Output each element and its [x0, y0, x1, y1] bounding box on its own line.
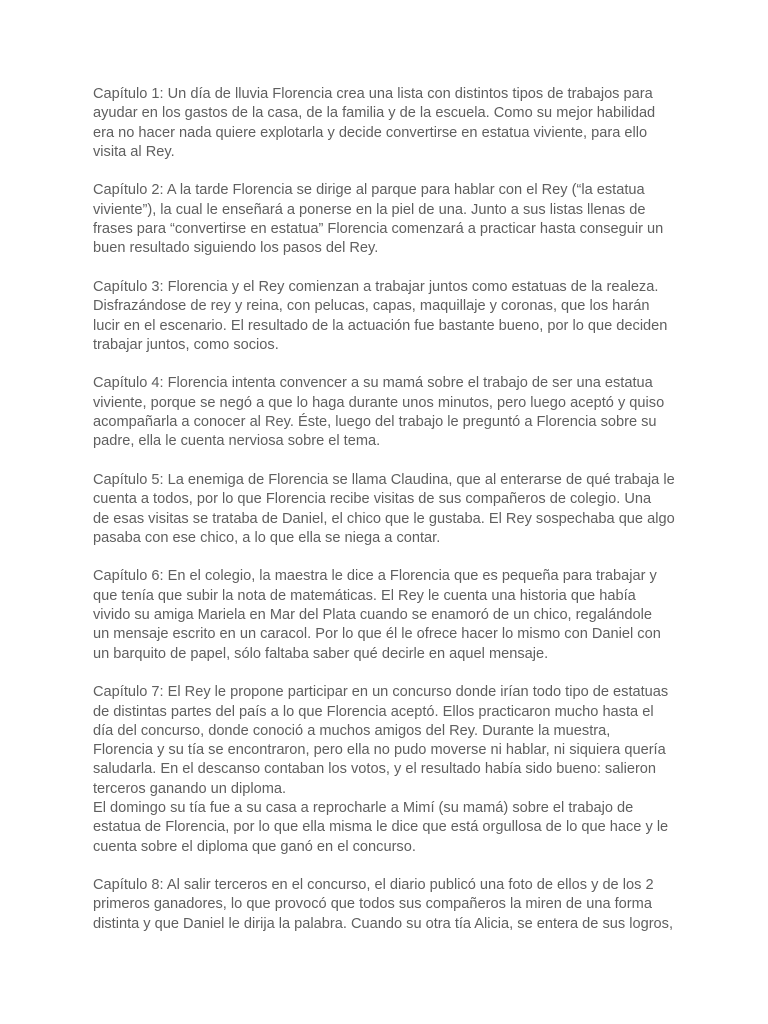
text-line: un barquito de papel, sólo faltaba saber qué decirle en aquel mensaje. — [93, 645, 549, 662]
text-line: cuenta sobre el diploma que ganó en el concurso. — [93, 838, 416, 855]
text-line: Capítulo 2: A la tarde Florencia se dirige al parque para hablar con el Rey (“la estatua — [93, 182, 645, 199]
document-page — [93, 85, 677, 953]
text-line: Disfrazándose de rey y reina, con pelucas, capas, maquillaje y coronas, que los harán — [93, 298, 650, 315]
text-line: estatua de Florencia, por lo que ella misma le dice que está orgullosa de lo que hace y le — [93, 819, 669, 836]
chapter-3-paragraph — [93, 278, 677, 355]
text-line: viviente”), la cual le enseñará a ponerse en la piel de una. Junto a sus listas llenas de — [93, 201, 646, 218]
text-line: Florencia y su tía se encontraron, pero ella no pudo moverse ni hablar, ni siquiera quería — [93, 742, 666, 759]
text-line: frases para “convertirse en estatua” Florencia comenzará a practicar hasta conseguir un — [93, 221, 664, 238]
text-line: primeros ganadores, lo que provocó que todos sus compañeros la miren de una forma — [93, 896, 652, 913]
text-line: lucir en el escenario. El resultado de la actuación fue bastante bueno, por lo que deciden — [93, 317, 668, 334]
text-line: de distintas partes del país a lo que Florencia aceptó. Ellos practicaron mucho hasta el — [93, 703, 654, 720]
chapter-5-paragraph — [93, 471, 677, 548]
text-line: ayudar en los gastos de la casa, de la familia y de la escuela. Como su mejor habilidad — [93, 105, 656, 122]
text-line: Capítulo 8: Al salir terceros en el concurso, el diario publicó una foto de ellos y de los 2 — [93, 877, 654, 894]
text-line: Capítulo 6: En el colegio, la maestra le dice a Florencia que es pequeña para trabajar y — [93, 568, 657, 585]
text-line: Capítulo 1: Un día de lluvia Florencia crea una lista con distintos tipos de trabajos para — [93, 86, 653, 102]
text-line: pasaba con ese chico, a lo que ella se niega a contar. — [93, 529, 441, 546]
text-line: terceros ganando un diploma. — [93, 780, 287, 797]
text-line: Capítulo 3: Florencia y el Rey comienzan a trabajar juntos como estatuas de la realeza. — [93, 278, 659, 295]
chapter-7-paragraph — [93, 683, 677, 857]
text-line: viviente, porque se negó a que lo haga durante unos minutos, pero luego aceptó y quiso — [93, 394, 665, 411]
text-line: que tenía que subir la nota de matemáticas. El Rey le cuenta una historia que había — [93, 587, 636, 604]
chapter-4-paragraph — [93, 374, 677, 451]
chapter-6-paragraph — [93, 567, 677, 663]
text-line: cuenta a todos, por lo que Florencia recibe visitas de sus compañeros de colegio. Una — [93, 491, 652, 508]
text-line: era no hacer nada quiere explotarla y decide convertirse en estatua viviente, para ello — [93, 124, 648, 141]
chapter-2-paragraph — [93, 181, 677, 258]
text-line: padre, ella le cuenta nerviosa sobre el tema. — [93, 433, 381, 450]
text-line: buen resultado siguiendo los pasos del Rey. — [93, 240, 379, 257]
text-line: de esas visitas se trataba de Daniel, el chico que le gustaba. El Rey sospechaba que algo — [93, 510, 675, 527]
text-line: El domingo su tía fue a su casa a reprocharle a Mimí (su mamá) sobre el trabajo de — [93, 799, 634, 816]
text-line: Capítulo 4: Florencia intenta convencer a su mamá sobre el trabajo de ser una estatua — [93, 375, 653, 392]
text-line: saludarla. En el descanso contaban los votos, y el resultado había sido bueno: salieron — [93, 761, 657, 778]
text-line: Capítulo 7: El Rey le propone participar en un concurso donde irían todo tipo de estatuas — [93, 684, 669, 701]
text-line: vivido su amiga Mariela en Mar del Plata cuando se enamoró de un chico, regalándole — [93, 607, 652, 624]
text-line: visita al Rey. — [93, 143, 175, 160]
text-line: acompañarla a conocer al Rey. Éste, luego del trabajo le preguntó a Florencia sobre su — [93, 414, 657, 431]
chapter-1-paragraph — [93, 85, 677, 162]
text-line: trabajar juntos, como socios. — [93, 336, 279, 353]
text-line: Capítulo 5: La enemiga de Florencia se llama Claudina, que al enterarse de qué trabaja le — [93, 471, 675, 488]
text-line: día del concurso, donde conoció a muchos amigos del Rey. Durante la muestra, — [93, 722, 611, 739]
chapter-8-paragraph — [93, 876, 677, 934]
text-line: distinta y que Daniel le dirija la palabra. Cuando su otra tía Alicia, se entera de sus logros, — [93, 915, 674, 932]
text-line: un mensaje escrito en un caracol. Por lo que él le ofrece hacer lo mismo con Daniel con — [93, 626, 661, 643]
